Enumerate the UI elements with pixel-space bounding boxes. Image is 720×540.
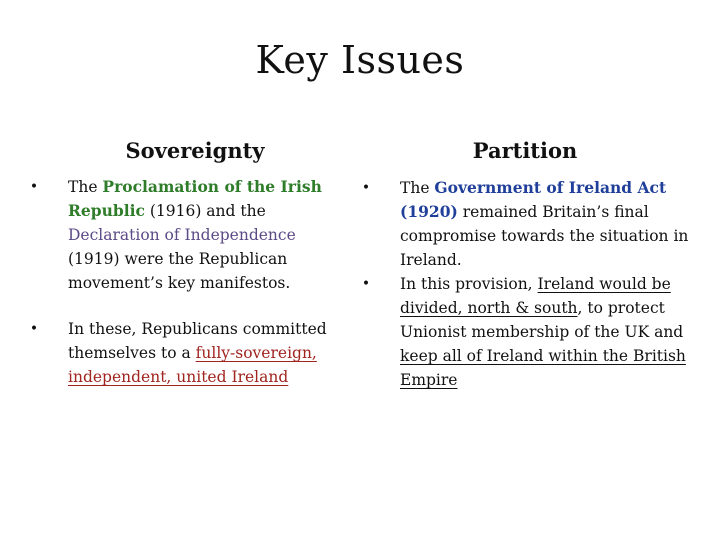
bullet-icon: • (361, 180, 371, 196)
partition-list (360, 176, 690, 392)
slide-title: Key Issues (255, 38, 465, 82)
heading-sovereignty: Sovereignty (125, 138, 265, 163)
divided-phrase: Ireland would be divided, north & south (400, 275, 671, 317)
government-act-term: Government of Ireland Act (1920) (400, 178, 667, 221)
bullet-text: (1919) were the Republican movement’s key manifestos. (68, 250, 291, 292)
heading-partition: Partition (472, 138, 578, 163)
list-item (360, 176, 690, 272)
list-item (28, 175, 348, 295)
bullet-icon: • (29, 321, 39, 337)
bullet-icon: • (29, 179, 39, 195)
bullet-icon: • (361, 276, 371, 292)
list-item (28, 317, 348, 389)
bullet-text: The (68, 178, 103, 196)
sovereignty-list (28, 175, 348, 389)
bullet-text: In these, Republicans committed themselves to a (68, 320, 327, 362)
list-item (360, 272, 690, 392)
bullet-text: (1916) and the (144, 202, 266, 220)
bullet-text: In this provision, (400, 275, 538, 293)
bullet-text: , to protect Unionist membership of the UK and (400, 299, 684, 341)
bullet-text: remained Britain’s final compromise towards the situation in Ireland. (400, 203, 689, 269)
declaration-term: Declaration of Independence (68, 226, 296, 244)
proclamation-term: Proclamation of the Irish Republic (68, 177, 322, 220)
united-ireland-phrase: fully-sovereign, independent, united Ireland (68, 344, 317, 386)
empire-phrase: keep all of Ireland within the British Empire (400, 347, 686, 389)
bullet-text: The (400, 179, 435, 197)
